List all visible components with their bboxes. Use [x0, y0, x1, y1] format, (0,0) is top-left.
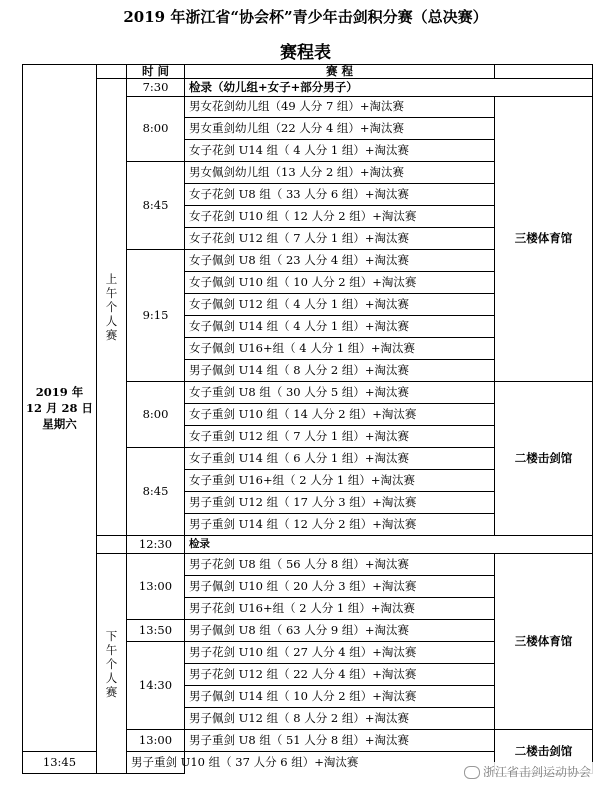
event-cell: 男子重剑 U14 组（ 12 人分 2 组）+淘汰赛 [185, 514, 495, 536]
event-cell: 男子花剑 U10 组（ 27 人分 4 组）+淘汰赛 [185, 642, 495, 664]
event-cell: 男女花剑幼儿组（49 人分 7 组）+淘汰赛 [185, 97, 495, 118]
event-cell: 女子佩剑 U10 组（ 10 人分 2 组）+淘汰赛 [185, 272, 495, 294]
page-subtitle: 赛程表 [280, 43, 331, 63]
session-afternoon: 下午个人赛 [97, 554, 127, 774]
event-cell: 女子花剑 U14 组（ 4 人分 1 组）+淘汰赛 [185, 140, 495, 162]
event-cell: 男子佩剑 U8 组（ 63 人分 9 组）+淘汰赛 [185, 620, 495, 642]
venue-cell: 三楼体育馆 [495, 97, 593, 382]
event-cell: 女子重剑 U16+组（ 2 人分 1 组）+淘汰赛 [185, 470, 495, 492]
event-cell: 男子重剑 U8 组（ 51 人分 8 组）+淘汰赛 [185, 730, 495, 752]
event-header: 赛 程 [185, 65, 495, 79]
event-cell: 男女重剑幼儿组（22 人分 4 组）+淘汰赛 [185, 118, 495, 140]
event-cell: 男子花剑 U8 组（ 56 人分 8 组）+淘汰赛 [185, 554, 495, 576]
date-cell: 2019 年 12 月 28 日 星期六 [23, 65, 97, 752]
event-cell: 检录（幼儿组+女子+部分男子） [185, 79, 593, 97]
event-cell: 女子重剑 U14 组（ 6 人分 1 组）+淘汰赛 [185, 448, 495, 470]
event-cell: 男子佩剑 U14 组（ 10 人分 2 组）+淘汰赛 [185, 686, 495, 708]
event-cell: 男子重剑 U10 组（ 37 人分 6 组）+淘汰赛 [127, 752, 185, 774]
time-cell: 8:45 [127, 162, 185, 250]
time-cell: 14:30 [127, 642, 185, 730]
time-cell: 13:50 [127, 620, 185, 642]
page-title: 2019 年浙江省“协会杯”青少年击剑积分赛（总决赛） [123, 8, 488, 26]
event-cell: 女子重剑 U10 组（ 14 人分 2 组）+淘汰赛 [185, 404, 495, 426]
time-cell: 8:00 [127, 97, 185, 162]
venue-cell: 二楼击剑馆 [495, 730, 593, 774]
event-cell: 检录 [185, 536, 593, 554]
event-cell: 男子佩剑 U14 组（ 8 人分 2 组）+淘汰赛 [185, 360, 495, 382]
time-cell: 8:00 [127, 382, 185, 448]
event-cell: 男子花剑 U16+组（ 2 人分 1 组）+淘汰赛 [185, 598, 495, 620]
event-cell: 女子佩剑 U14 组（ 4 人分 1 组）+淘汰赛 [185, 316, 495, 338]
event-cell: 女子花剑 U12 组（ 7 人分 1 组）+淘汰赛 [185, 228, 495, 250]
schedule-table [22, 64, 593, 774]
table-row [23, 79, 593, 97]
table-row [23, 554, 593, 576]
wechat-icon [464, 766, 480, 779]
event-cell: 女子重剑 U8 组（ 30 人分 5 组）+淘汰赛 [185, 382, 495, 404]
session-morning: 上午个人赛 [97, 79, 127, 536]
watermark: 浙江省击剑运动协会 [462, 762, 593, 781]
time-cell: 8:45 [127, 448, 185, 536]
session-empty-cell [97, 536, 127, 554]
event-cell: 男子佩剑 U10 组（ 20 人分 3 组）+淘汰赛 [185, 576, 495, 598]
time-cell: 12:30 [127, 536, 185, 554]
venue-cell: 二楼击剑馆 [495, 382, 593, 536]
table-header-row [23, 65, 593, 79]
event-cell: 男子重剑 U12 组（ 17 人分 3 组）+淘汰赛 [185, 492, 495, 514]
event-cell: 女子花剑 U8 组（ 33 人分 6 组）+淘汰赛 [185, 184, 495, 206]
time-header: 时 间 [127, 65, 185, 79]
table-row [23, 536, 593, 554]
venue-cell: 三楼体育馆 [495, 554, 593, 730]
event-cell: 男子花剑 U12 组（ 22 人分 4 组）+淘汰赛 [185, 664, 495, 686]
time-cell: 13:00 [127, 730, 185, 752]
event-cell: 女子佩剑 U8 组（ 23 人分 4 组）+淘汰赛 [185, 250, 495, 272]
event-cell: 女子佩剑 U12 组（ 4 人分 1 组）+淘汰赛 [185, 294, 495, 316]
time-cell: 9:15 [127, 250, 185, 382]
time-cell: 13:45 [23, 752, 97, 774]
event-cell: 女子佩剑 U16+组（ 4 人分 1 组）+淘汰赛 [185, 338, 495, 360]
time-cell: 13:00 [127, 554, 185, 620]
event-cell: 男女佩剑幼儿组（13 人分 2 组）+淘汰赛 [185, 162, 495, 184]
time-cell: 7:30 [127, 79, 185, 97]
event-cell: 男子佩剑 U12 组（ 8 人分 2 组）+淘汰赛 [185, 708, 495, 730]
event-cell: 女子花剑 U10 组（ 12 人分 2 组）+淘汰赛 [185, 206, 495, 228]
event-cell: 女子重剑 U12 组（ 7 人分 1 组）+淘汰赛 [185, 426, 495, 448]
